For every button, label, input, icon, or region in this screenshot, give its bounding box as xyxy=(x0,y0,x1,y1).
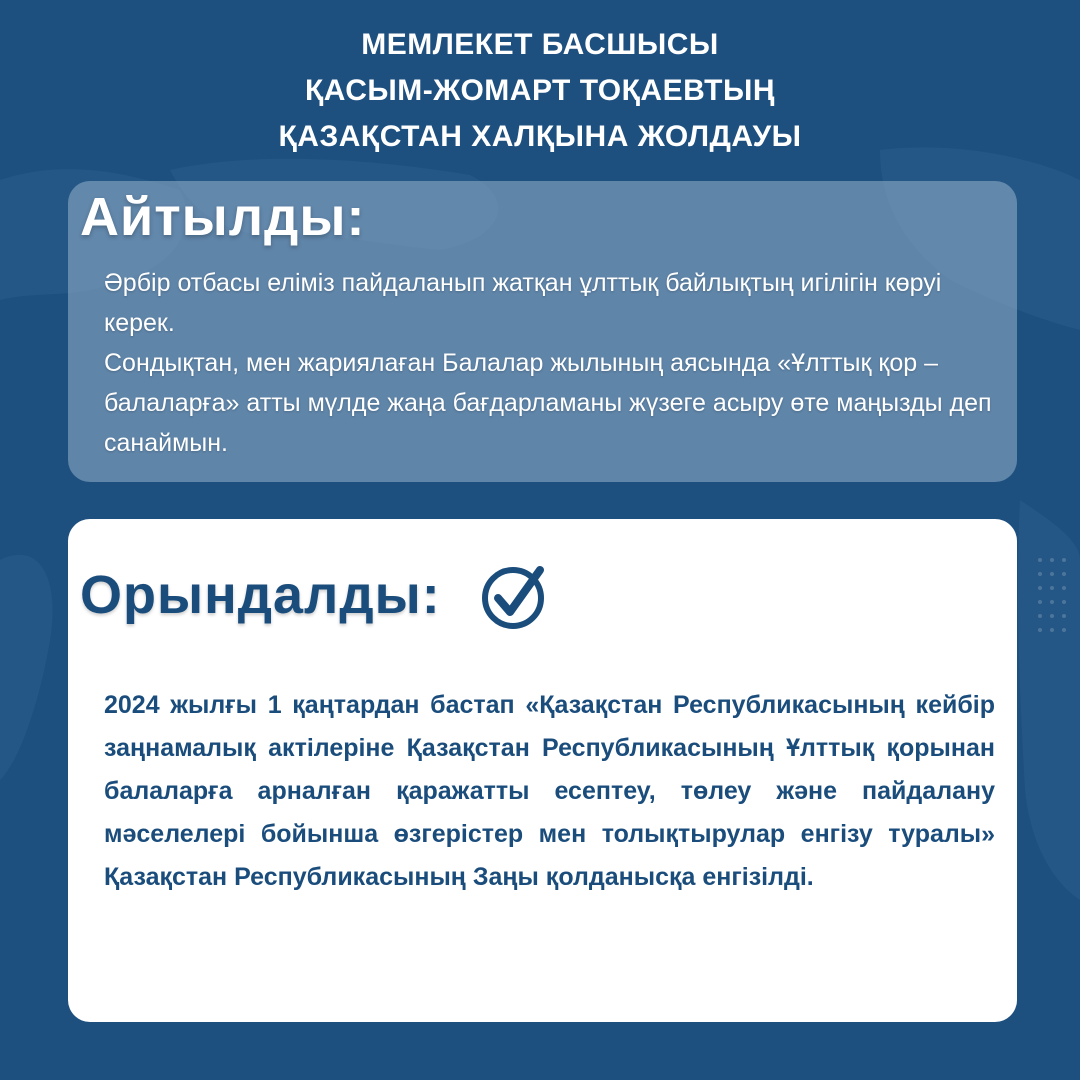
done-body: 2024 жылғы 1 қаңтардан бастап «Қазақстан Республикасының кейбір заңнамалық актілеріне Қазақстан Республикасының Ұлттық қорынан балаларға арналған қаражатты есептеу, төлеу және пайдалану мәселелері бойынша өзгерістер мен толықтырулар енгізу туралы» Қазақстан Республикасының Заңы қолданысқа енгізілді. xyxy=(104,691,995,891)
check-circle-icon xyxy=(480,560,552,632)
title-line-2: ҚАСЫМ-ЖОМАРТ ТОҚАЕВТЫҢ xyxy=(304,74,775,107)
said-paragraph-1: Әрбір отбасы еліміз пайдаланып жатқан ұлттық байлықтың игілігін көруі керек. xyxy=(104,269,942,337)
said-paragraph-2: Сондықтан, мен жариялаған Балалар жылының аясында «Ұлттық қор – балаларға» атты мүлде жаңа бағдарламаны жүзеге асыру өте маңызды деп санаймын. xyxy=(104,349,992,457)
title-line-1: МЕМЛЕКЕТ БАСШЫСЫ xyxy=(361,28,719,61)
said-body xyxy=(104,263,994,463)
done-heading: Орындалды: xyxy=(80,565,441,625)
title-line-3: ҚАЗАҚСТАН ХАЛҚЫНА ЖОЛДАУЫ xyxy=(278,120,802,153)
said-heading: Айтылды: xyxy=(80,187,366,247)
page-title xyxy=(0,22,1080,160)
